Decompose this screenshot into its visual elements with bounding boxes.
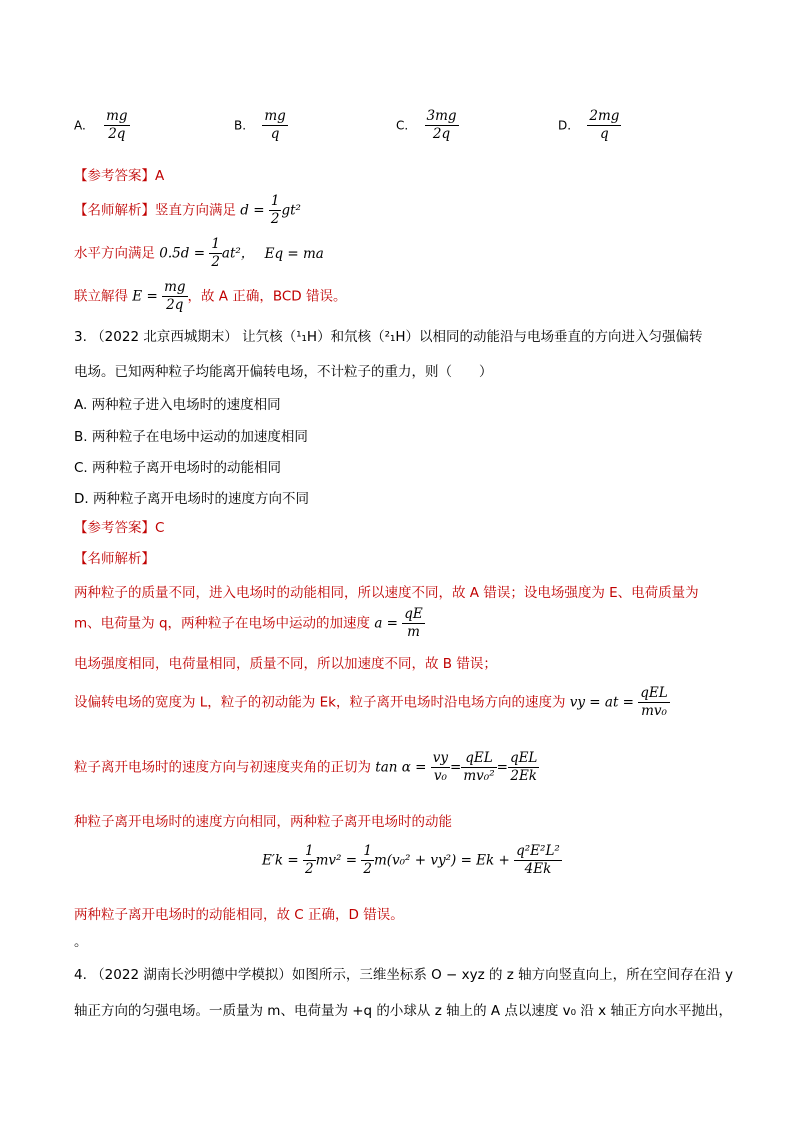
option-a-fraction: $\frac{mg}{2q}$ [106,108,128,142]
q3-stem-line2: 电场。已知两种粒子均能离开偏转电场，不计粒子的重力，则（ ） [74,364,493,380]
q3-analysis-line4: 设偏转电场的宽度为 L，粒子的初动能为 Ek，粒子离开电场时沿电场方向的速度为 vy = at = $\frac{\text{qEL}}{\text{mv₀}}$ [74,685,668,719]
option-c: C. $\frac{3mg}{2q}$ [396,108,457,142]
q3-analysis-line1: 两种粒子的质量不同，进入电场时的动能相同，所以速度不同，故 A 错误；设电场强度为 E、电荷质量为 [74,585,699,601]
option-d: D. $\frac{2mg}{q}$ [558,108,620,142]
q2-combined-line: 联立解得 E = $\frac{mg}{2q}$ ，故 A 正确，BCD 错误。 [74,279,347,313]
q3-option-c: C. 两种粒子离开电场时的动能相同 [74,460,282,476]
option-b: B. $\frac{mg}{q}$ [234,108,286,142]
option-d-fraction: $\frac{2mg}{q}$ [589,108,620,142]
option-c-fraction: $\frac{3mg}{2q}$ [426,108,457,142]
q4-stem-line1: 4. （2022 湖南长沙明德中学模拟）如图所示，三维坐标系 O − xyz 的 z 轴方向竖直向上，所在空间存在沿 y [74,967,733,983]
q3-analysis-line6: 种粒子离开电场时的速度方向相同，两种粒子离开电场时的动能 [74,814,452,830]
q3-stem-line1: 3. （2022 北京西城期末） 让氕核（¹₁H）和氘核（²₁H）以相同的动能沿与电场垂直的方向进入匀强偏转 [74,329,703,345]
option-a: A. $\frac{mg}{2q}$ [74,108,128,142]
q3-answer: 【参考答案】C [74,520,165,536]
q2-vertical-line: 【名师解析】竖直方向满足 d = $\frac{1}{2}$ gt² [74,193,301,227]
q4-stem-line2: 轴正方向的匀强电场。一质量为 m、电荷量为 +q 的小球从 z 轴上的 A 点以速度 v₀ 沿 x 轴正方向水平抛出， [74,1003,732,1019]
q3-analysis-line5: 粒子离开电场时的速度方向与初速度夹角的正切为 tan α = $\frac{vy}{\text{v₀}}$ = $\frac{\text{qEL}}{\text{mv₀²}}$ = $\frac{\text{qEL}}{2Ek}$ [74,750,538,784]
q3-analysis-label: 【名师解析】 [74,551,155,567]
q3-analysis-line2: m、电荷量为 q，两种粒子在电场中运动的加速度 a = $\frac{qE}{m}$ [74,606,423,640]
q3-analysis-line8: 两种粒子离开电场时的动能相同，故 C 正确，D 错误。 [74,907,404,923]
option-b-fraction: $\frac{mg}{q}$ [264,108,286,142]
q2-answer: 【参考答案】A [74,168,165,184]
q3-trailing-mark: 。 [74,934,88,950]
q3-analysis-line3: 电场强度相同，电荷量相同，质量不同，所以加速度不同，故 B 错误； [74,656,497,672]
q2-horizontal-line: 水平方向满足 0.5d = $\frac{1}{2}$ at²， Eq = ma [74,236,324,270]
q3-option-d: D. 两种粒子离开电场时的速度方向不同 [74,491,309,507]
q3-kinetic-energy-equation: E′k = $\frac{1}{2}$ mv² = $\frac{1}{2}$ m(v₀² + vy²) = Ek + $\frac{\text{q²E²L²}}{4Ek}$ [262,843,560,877]
q3-option-a: A. 两种粒子进入电场时的速度相同 [74,397,281,413]
q3-option-b: B. 两种粒子在电场中运动的加速度相同 [74,429,308,445]
